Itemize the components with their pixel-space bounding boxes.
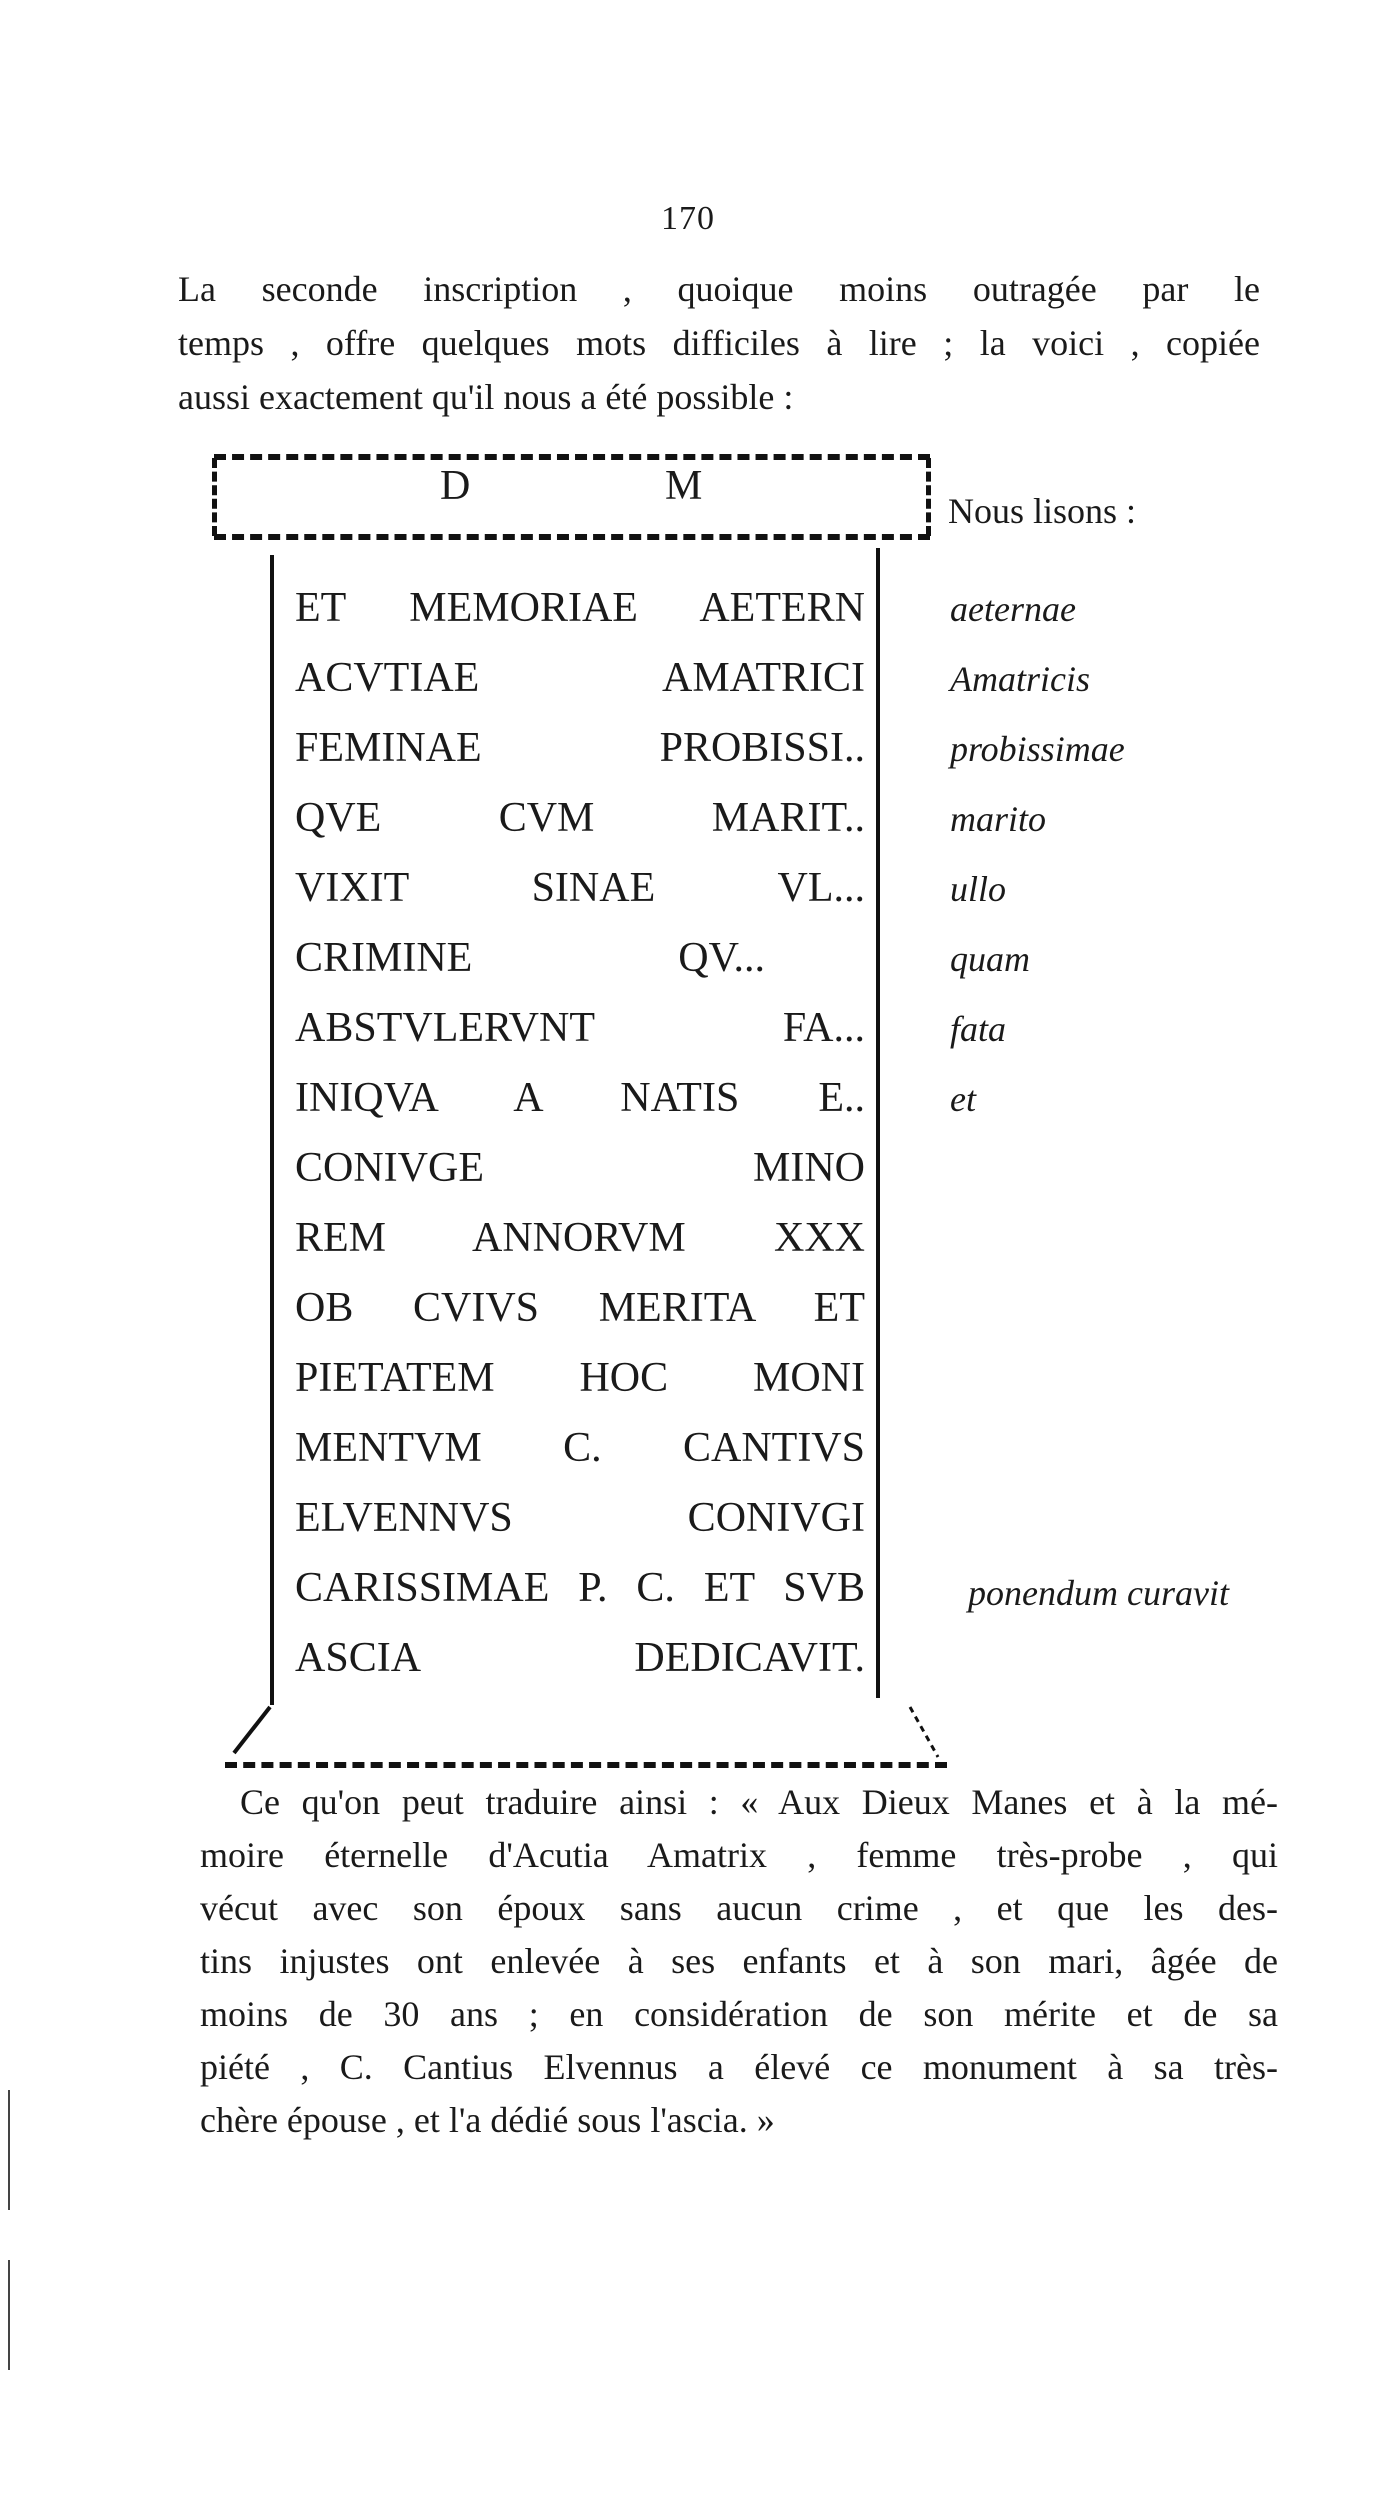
intro-line: La seconde inscription , quoique moins outragée par le (178, 269, 1260, 309)
inscription-line: MENTVM C. CANTIVS (295, 1425, 865, 1471)
inscription-line: VIXIT SINAE VL... (295, 865, 865, 911)
page-number: 170 (661, 200, 715, 237)
inscription-line: FEMINAE PROBISSI.. (295, 725, 865, 771)
inscription-line: CRIMINE QV... (295, 935, 765, 981)
inscription-line: ACVTIAE AMATRICI (295, 655, 865, 701)
scan-margin-mark (8, 2090, 10, 2210)
inscription-line: PIETATEM HOC MONI (295, 1355, 865, 1401)
stone-base-border (225, 1762, 947, 1768)
intro-line: temps , offre quelques mots difficiles à lire ; la voici , copiée (178, 323, 1260, 363)
reading-fata: fata (950, 1009, 1007, 1049)
translation-line: Ce qu'on peut traduire ainsi : « Aux Dieux Manes et à la mé- (240, 1782, 1278, 1822)
translation-line: tins injustes ont enlevée à ses enfants et à son mari, âgée de (200, 1941, 1278, 1981)
stone-right-border (876, 548, 880, 1698)
inscription-line: OB CVIVS MERITA ET (295, 1285, 865, 1331)
inscription-line: INIQVA A NATIS E.. (295, 1075, 865, 1121)
inscription-line: ABSTVLERVNT FA... (295, 1005, 865, 1051)
translation-line: chère épouse , et l'a dédié sous l'ascia. » (200, 2100, 775, 2140)
header-left-border (212, 458, 217, 536)
translation-line: moire éternelle d'Acutia Amatrix , femme très-probe , qui (200, 1835, 1278, 1875)
header-letter-m: M (665, 463, 703, 509)
stone-left-border (270, 555, 274, 1705)
inscription-line: REM ANNORVM XXX (295, 1215, 865, 1261)
inscription-line: ELVENNVS CONIVGI (295, 1495, 865, 1541)
readings-heading: Nous lisons : (948, 491, 1137, 531)
reading-ullo: ullo (950, 869, 1007, 909)
translation-line: moins de 30 ans ; en considération de son mérite et de sa (200, 1994, 1278, 2034)
reading-probissimae: probissimae (950, 729, 1125, 769)
translation-line: vécut avec son époux sans aucun crime , et que les des- (200, 1888, 1278, 1928)
header-right-border (926, 458, 931, 536)
reading-amatricis: Amatricis (950, 659, 1090, 699)
inscription-line: QVE CVM MARIT.. (295, 795, 865, 841)
reading-ponendum-curavit: ponendum curavit (968, 1573, 1229, 1613)
intro-paragraph (178, 262, 1260, 424)
intro-line: aussi exactement qu'il nous a été possible : (178, 377, 794, 417)
translation-line: piété , C. Cantius Elvennus a élevé ce monument à sa très- (200, 2047, 1278, 2087)
inscription-line: CARISSIMAE P. C. ET SVB (295, 1565, 865, 1611)
header-bottom-border (214, 534, 930, 540)
reading-marito: marito (950, 799, 1047, 839)
inscription-line: ET MEMORIAE AETERN (295, 585, 865, 631)
inscription-line: ASCIA DEDICAVIT. (295, 1635, 865, 1681)
reading-et: et (950, 1079, 976, 1119)
header-top-border (214, 454, 930, 460)
reading-aeternae: aeternae (950, 589, 1076, 629)
scan-margin-mark (8, 2260, 10, 2370)
reading-quam: quam (950, 939, 1030, 979)
translation-paragraph (200, 1776, 1278, 2147)
header-letter-d: D (440, 463, 471, 509)
inscription-line: CONIVGE MINO (295, 1145, 865, 1191)
